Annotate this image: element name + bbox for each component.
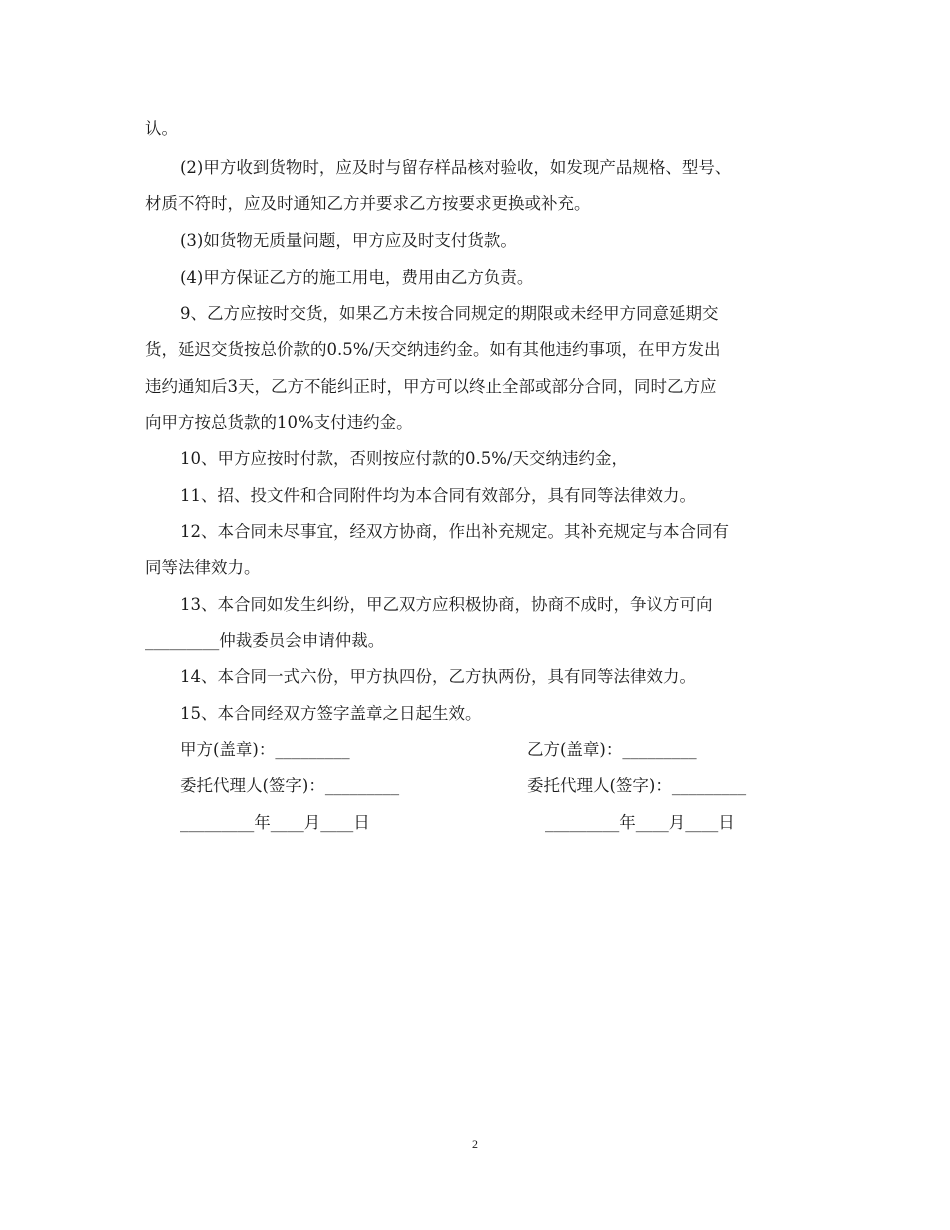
party-b-seal: 乙方(盖章)：_________	[527, 740, 697, 759]
party-a-date: _________年____月____日	[180, 813, 370, 832]
paragraph-line: 材质不符时，应及时通知乙方并要求乙方按要求更换或补充。	[145, 194, 591, 213]
paragraph-line: 向甲方按总货款的10%支付违约金。	[145, 413, 413, 432]
paragraph-line: 9、乙方应按时交货，如果乙方未按合同规定的期限或未经甲方同意延期交	[180, 304, 719, 323]
party-a-seal: 甲方(盖章)：_________	[180, 740, 350, 759]
paragraph-line: (4)甲方保证乙方的施工用电，费用由乙方负责。	[180, 268, 534, 287]
paragraph-line: 认。	[145, 119, 178, 138]
paragraph-line: 违约通知后3天，乙方不能纠正时，甲方可以终止全部或部分合同，同时乙方应	[145, 377, 717, 396]
paragraph-line: 11、招、投文件和合同附件均为本合同有效部分，具有同等法律效力。	[180, 486, 696, 505]
paragraph-line: 15、本合同经双方签字盖章之日起生效。	[180, 704, 482, 723]
party-b-agent: 委托代理人(签字)：_________	[527, 776, 747, 795]
party-b-date: _________年____月____日	[545, 813, 735, 832]
page-number: 2	[472, 1137, 478, 1151]
paragraph-line: 12、本合同未尽事宜，经双方协商，作出补充规定。其补充规定与本合同有	[180, 522, 729, 541]
paragraph-line: (3)如货物无质量问题，甲方应及时支付货款。	[180, 231, 517, 250]
paragraph-line: 13、本合同如发生纠纷，甲乙双方应积极协商，协商不成时，争议方可向	[180, 595, 713, 614]
paragraph-line: 货，延迟交货按总价款的0.5%/天交纳违约金。如有其他违约事项，在甲方发出	[145, 340, 721, 359]
party-a-agent: 委托代理人(签字)：_________	[180, 776, 400, 795]
paragraph-line: 14、本合同一式六份，甲方执四份，乙方执两份，具有同等法律效力。	[180, 667, 696, 686]
paragraph-line: (2)甲方收到货物时，应及时与留存样品核对验收，如发现产品规格、型号、	[180, 158, 732, 177]
paragraph-line: 同等法律效力。	[145, 558, 261, 577]
paragraph-line: 10、甲方应按时付款，否则按应付款的0.5%/天交纳违约金，	[180, 449, 628, 468]
paragraph-line: _________仲裁委员会申请仲裁。	[145, 631, 385, 650]
